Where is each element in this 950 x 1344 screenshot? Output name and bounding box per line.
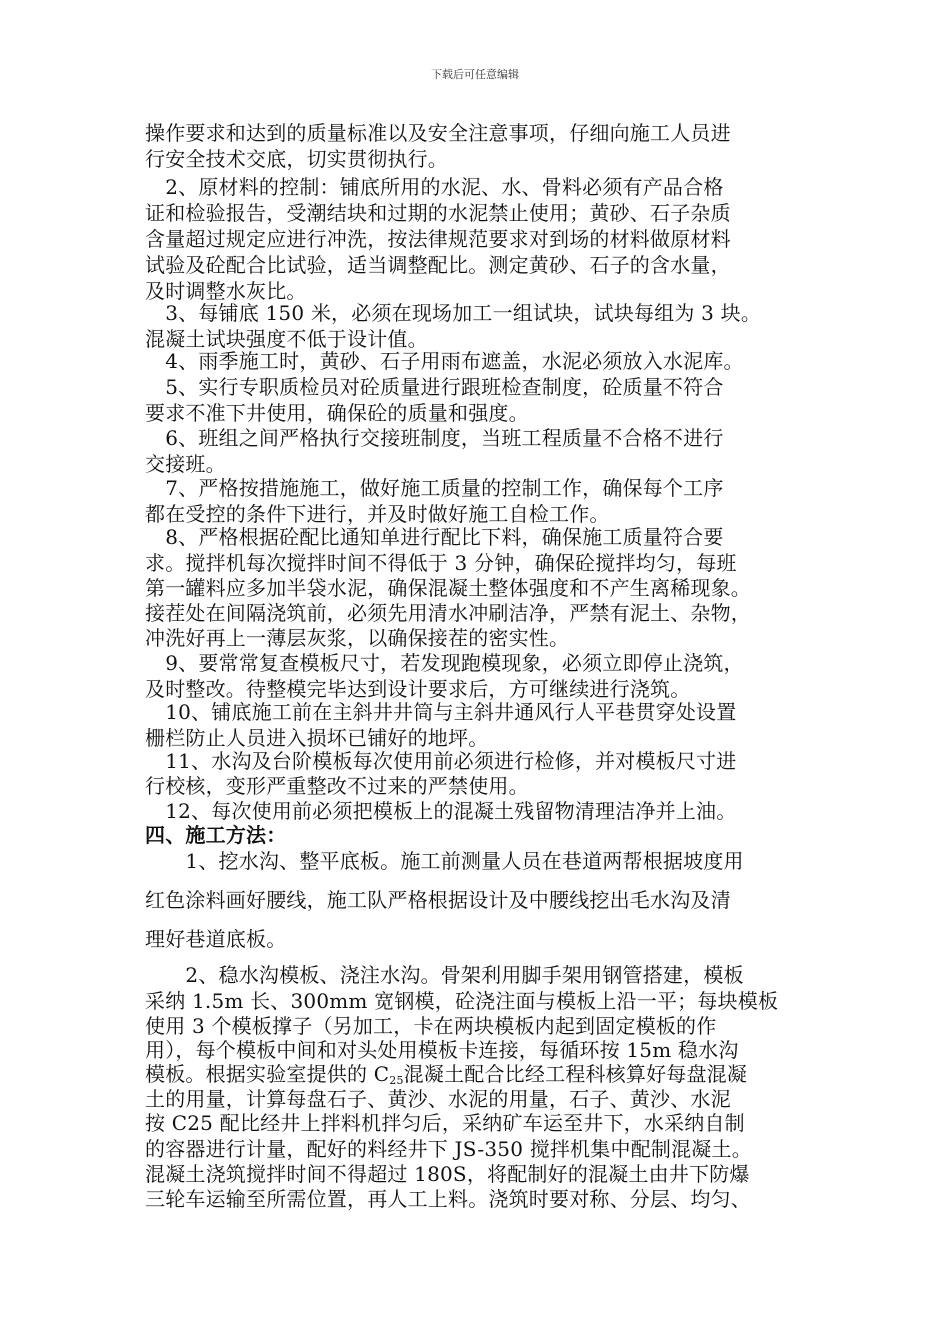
text-line: 试验及砼配合比试验，适当调整配比。测定黄砂、石子的含水量， (145, 253, 731, 277)
text-line: 2、原材料的控制：铺底所用的水泥、水、骨料必须有产品合格 (145, 175, 724, 199)
text-line: 要求不准下井使用，确保砼的质量和强度。 (145, 401, 529, 425)
text-line: 5、实行专职质检员对砼质量进行跟班检查制度，砼质量不符合 (145, 375, 724, 399)
text-line: 9、要常常复查模板尺寸，若发现跑模现象，必须立即停止浇筑， (145, 651, 744, 675)
text-line: 11、水沟及台阶模板每次使用前必须进行检修，并对模板尺寸进 (145, 749, 737, 773)
subscript: 25 (389, 1074, 404, 1087)
text-line: 三轮车运输至所需位置，再人工上料。浇筑时要对称、分层、均匀、 (145, 1187, 751, 1211)
text-fragment: 混凝土配合比经工程科核算好每盘混凝 (403, 1062, 748, 1086)
text-line: 1、挖水沟、整平底板。施工前测量人员在巷道两帮根据坡度用 (145, 849, 744, 873)
text-line: 10、铺底施工前在主斜井井筒与主斜井通风行人平巷贯穿处设置 (145, 700, 737, 724)
text-line: 接茬处在间隔浇筑前，必须先用清水冲刷洁净，严禁有泥土、杂物， (145, 601, 751, 625)
text-line: 操作要求和达到的质量标准以及安全注意事项，仔细向施工人员进 (145, 121, 731, 145)
text-line: 理好巷道底板。 (145, 927, 287, 951)
text-line: 土的用量，计算每盘石子、黄沙、水泥的用量，石子、黄沙、水泥 (145, 1087, 731, 1111)
text-fragment: 模板。根据实验室提供的 C (145, 1062, 390, 1086)
text-line: 含量超过规定应进行冲洗，按法律规范要求对到场的材料做原材料 (145, 227, 731, 251)
text-line: 采纳 1.5m 长、300mm 宽钢模，砼浇注面与模板上沿一平；每块模板 (145, 989, 779, 1013)
text-line: 4、雨季施工时，黄砂、石子用雨布遮盖，水泥必须放入水泥库。 (145, 349, 744, 373)
text-line: 按 C25 配比经井上拌料机拌匀后，采纳矿车运至井下，水采纳自制 (145, 1111, 745, 1135)
text-line: 证和检验报告，受潮结块和过期的水泥禁止使用；黄砂、石子杂质 (145, 201, 731, 225)
text-line: 行校核，变形严重整改不过来的严禁使用。 (145, 774, 529, 798)
text-line: 3、每铺底 150 米，必须在现场加工一组试块，试块每组为 3 块。 (145, 301, 762, 325)
text-line: 2、稳水沟模板、浇注水沟。骨架利用脚手架用钢管搭建，模板 (145, 963, 744, 987)
text-line: 混凝土浇筑搅拌时间不得超过 180S，将配制好的混凝土由井下防爆 (145, 1162, 750, 1186)
text-line: 冲洗好再上一薄层灰浆，以确保接茬的密实性。 (145, 626, 570, 650)
text-line: 交接班。 (145, 452, 226, 476)
text-line: 12、每次使用前必须把模板上的混凝土残留物清理洁净并上油。 (145, 799, 737, 823)
text-line: 的容器进行计量，配好的料经井下 JS-350 搅拌机集中配制混凝土。 (145, 1137, 752, 1161)
text-line: 7、严格按措施施工，做好施工质量的控制工作，确保每个工序 (145, 476, 724, 500)
text-line: 栅栏防止人员进入损坏已铺好的地坪。 (145, 726, 489, 750)
text-line: 红色涂料画好腰线，施工队严格根据设计及中腰线挖出毛水沟及清 (145, 888, 731, 912)
text-line: 混凝土试块强度不低于设计值。 (145, 327, 428, 351)
text-line: 6、班组之间严格执行交接班制度，当班工程质量不合格不进行 (145, 426, 724, 450)
text-line: 求。搅拌机每次搅拌时间不得低于 3 分钟，确保砼搅拌均匀，每班 (145, 551, 737, 575)
text-line: 行安全技术交底，切实贯彻执行。 (145, 147, 448, 171)
text-line: 及时调整水灰比。 (145, 279, 307, 303)
text-line: 第一罐料应多加半袋水泥，确保混凝土整体强度和不产生离稀现象。 (145, 576, 751, 600)
text-line: 使用 3 个模板撑子（另加工，卡在两块模板内起到固定模板的作 (145, 1014, 717, 1038)
text-line: 8、严格根据砼配比通知单进行配比下料，确保施工质量符合要 (145, 525, 724, 549)
text-line: 及时整改。待整模完毕达到设计要求后，方可继续进行浇筑。 (145, 677, 691, 701)
text-line: 用），每个模板中间和对头处用模板卡连接，每循环按 15m 稳水沟 (145, 1038, 739, 1062)
text-line: 都在受控的条件下进行，并及时做好施工自检工作。 (145, 502, 610, 526)
page-header: 下载后可任意编辑 (431, 68, 519, 81)
section-heading: 四、施工方法： (145, 823, 287, 847)
